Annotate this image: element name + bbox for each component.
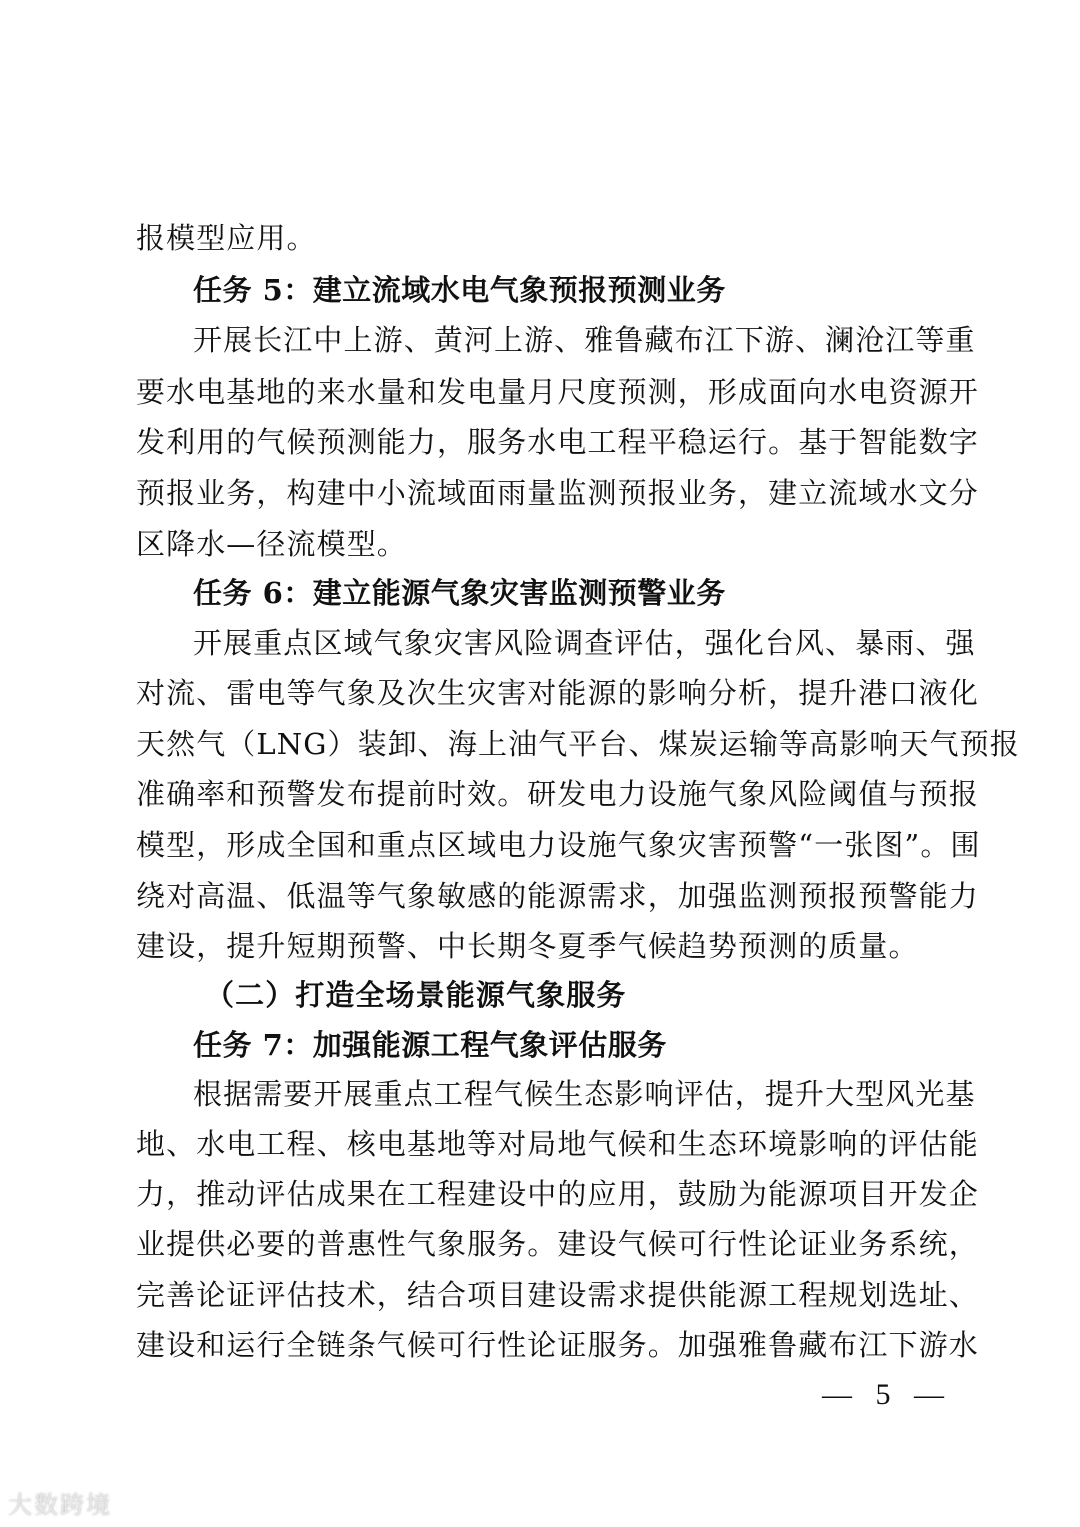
body-line: 根据需要开展重点工程气候生态影响评估，提升大型风光基 (193, 1077, 976, 1111)
task-5-heading: 任务 5：建立流域水电气象预报预测业务 (193, 273, 726, 307)
body-line: 开展重点区域气象灾害风险调查评估，强化台风、暴雨、强 (193, 626, 976, 660)
body-line: 报模型应用。 (136, 221, 317, 255)
page-number: — 5 — (822, 1378, 952, 1411)
task-6-heading: 任务 6：建立能源气象灾害监测预警业务 (193, 576, 726, 610)
body-line: 区降水—径流模型。 (136, 527, 407, 561)
body-line: 绕对高温、低温等气象敏感的能源需求，加强监测预报预警能力 (136, 879, 979, 913)
body-line: 对流、雷电等气象及次生灾害对能源的影响分析，提升港口液化 (136, 676, 979, 710)
body-line: 模型，形成全国和重点区域电力设施气象灾害预警“一张图”。围 (136, 828, 981, 862)
body-line: 力，推动评估成果在工程建设中的应用，鼓励为能源项目开发企 (136, 1177, 979, 1211)
body-line: 建设和运行全链条气候可行性论证服务。加强雅鲁藏布江下游水 (136, 1328, 979, 1362)
body-line: 发利用的气候预测能力，服务水电工程平稳运行。基于智能数字 (136, 425, 979, 459)
section-2-heading: （二）打造全场景能源气象服务 (205, 978, 627, 1012)
watermark-logo: 大数跨境 (8, 1491, 112, 1519)
body-line: 建设，提升短期预警、中长期冬夏季气候趋势预测的质量。 (136, 929, 919, 963)
task-7-heading: 任务 7：加强能源工程气象评估服务 (193, 1028, 667, 1062)
body-line: 业提供必要的普惠性气象服务。建设气候可行性论证业务系统， (136, 1227, 979, 1261)
body-line: 天然气（LNG）装卸、海上油气平台、煤炭运输等高影响天气预报 (136, 727, 1020, 761)
body-line: 开展长江中上游、黄河上游、雅鲁藏布江下游、澜沧江等重 (193, 323, 976, 357)
body-line: 完善论证评估技术，结合项目建设需求提供能源工程规划选址、 (136, 1278, 979, 1312)
body-line: 要水电基地的来水量和发电量月尺度预测，形成面向水电资源开 (136, 375, 979, 409)
body-line: 预报业务，构建中小流域面雨量监测预报业务，建立流域水文分 (136, 476, 979, 510)
body-line: 地、水电工程、核电基地等对局地气候和生态环境影响的评估能 (136, 1127, 979, 1161)
body-line: 准确率和预警发布提前时效。研发电力设施气象风险阈值与预报 (136, 777, 979, 811)
